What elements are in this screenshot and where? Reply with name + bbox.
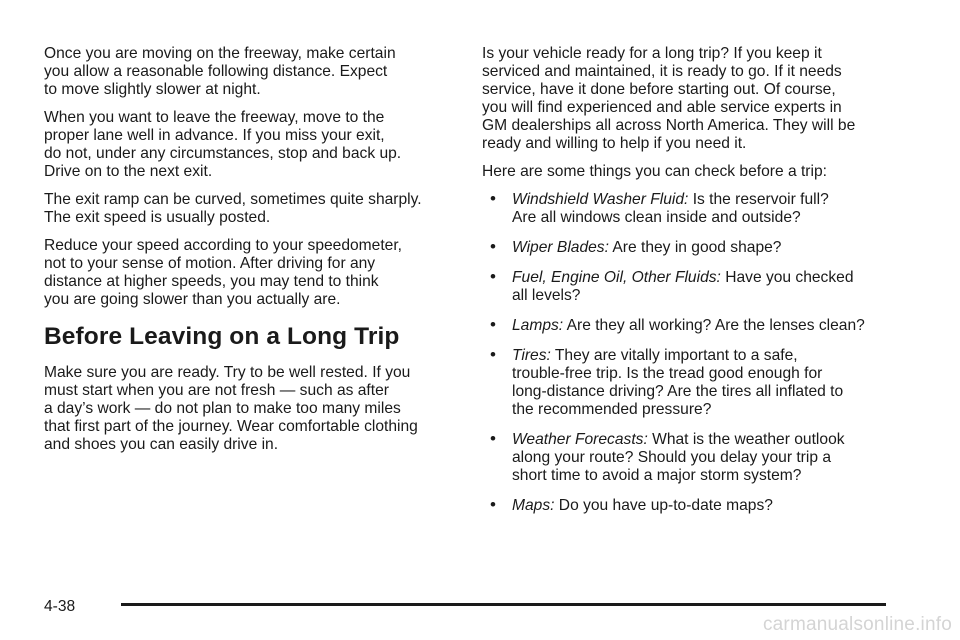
footer-rule [121, 603, 886, 606]
paragraph-be-ready: Make sure you are ready. Try to be well rested. If you must start when you are not fresh — such as after a day’s work — do not plan to make too many miles that first part of the journey. Wear comfortable clothing and shoes you can easily drive in. [44, 364, 418, 453]
checklist-term: Maps: [512, 497, 555, 514]
checklist-term: Weather Forecasts: [512, 431, 648, 448]
checklist-item-lamps [482, 317, 902, 335]
checklist-term: Windshield Washer Fluid: [512, 191, 689, 208]
checklist-text [512, 497, 773, 514]
paragraph-checklist-intro: Here are some things you can check before a trip: [482, 163, 827, 180]
checklist-item-tires [482, 347, 902, 419]
checklist-term: Fuel, Engine Oil, Other Fluids: [512, 269, 721, 286]
checklist-description: What is the weather outlook along your route? Should you delay your trip a short time to avoid a major storm system? [512, 431, 845, 484]
checklist-description: Do you have up-to-date maps? [554, 497, 773, 514]
paragraph-exit-ramp: The exit ramp can be curved, sometimes quite sharply. The exit speed is usually posted. [44, 191, 422, 226]
checklist-text [512, 317, 865, 334]
checklist-term: Tires: [512, 347, 551, 364]
page-number: 4-38 [44, 598, 76, 615]
checklist-description: Are they in good shape? [608, 239, 782, 256]
checklist-text [512, 191, 829, 226]
checklist-description: They are vitally important to a safe, trouble-free trip. Is the tread good enough for long-distance driving? Are the tires all inflated to the recommended pressure? [512, 347, 844, 418]
trip-checklist [482, 191, 902, 515]
section-heading: Before Leaving on a Long Trip [44, 323, 400, 350]
checklist-description: Have you checked all levels? [512, 269, 854, 304]
watermark: carmanualsonline.info [762, 614, 952, 635]
checklist-description: Are they all working? Are the lenses clean? [563, 317, 865, 334]
bullet-icon: • [490, 345, 496, 364]
checklist-text [512, 347, 843, 418]
paragraph-vehicle-ready: Is your vehicle ready for a long trip? If you keep it serviced and maintained, it is ready to go. If it needs service, have it done before starting out. Of course, you will find experienced and able service experts in GM dealerships all across North America. They will be ready and willing to help if you need it. [482, 45, 856, 152]
checklist-item-washer-fluid [482, 191, 902, 227]
bullet-icon: • [490, 429, 496, 448]
checklist-text [512, 269, 854, 304]
right-column [482, 45, 902, 527]
paragraph-leaving-freeway: When you want to leave the freeway, move to the proper lane well in advance. If you miss your exit, do not, under any circumstances, stop and back up. Drive on to the next exit. [44, 109, 402, 180]
bullet-icon: • [490, 267, 496, 286]
checklist-item-weather [482, 431, 902, 485]
bullet-icon: • [490, 315, 496, 334]
checklist-text [512, 239, 781, 256]
paragraph-reduce-speed: Reduce your speed according to your speedometer, not to your sense of motion. After driving for any distance at higher speeds, you may tend to think you are going slower than you actually are. [44, 237, 403, 308]
checklist-text [512, 431, 845, 484]
paragraph-freeway-following: Once you are moving on the freeway, make certain you allow a reasonable following distance. Expect to move slightly slower at night. [44, 45, 396, 98]
checklist-term: Lamps: [512, 317, 564, 334]
bullet-icon: • [490, 495, 496, 514]
bullet-icon: • [490, 237, 496, 256]
checklist-description: Is the reservoir full? Are all windows clean inside and outside? [512, 191, 829, 226]
left-column [44, 45, 444, 464]
checklist-item-wiper-blades [482, 239, 902, 257]
bullet-icon: • [490, 189, 496, 208]
checklist-item-fluids [482, 269, 902, 305]
checklist-term: Wiper Blades: [512, 239, 609, 256]
checklist-item-maps [482, 497, 902, 515]
